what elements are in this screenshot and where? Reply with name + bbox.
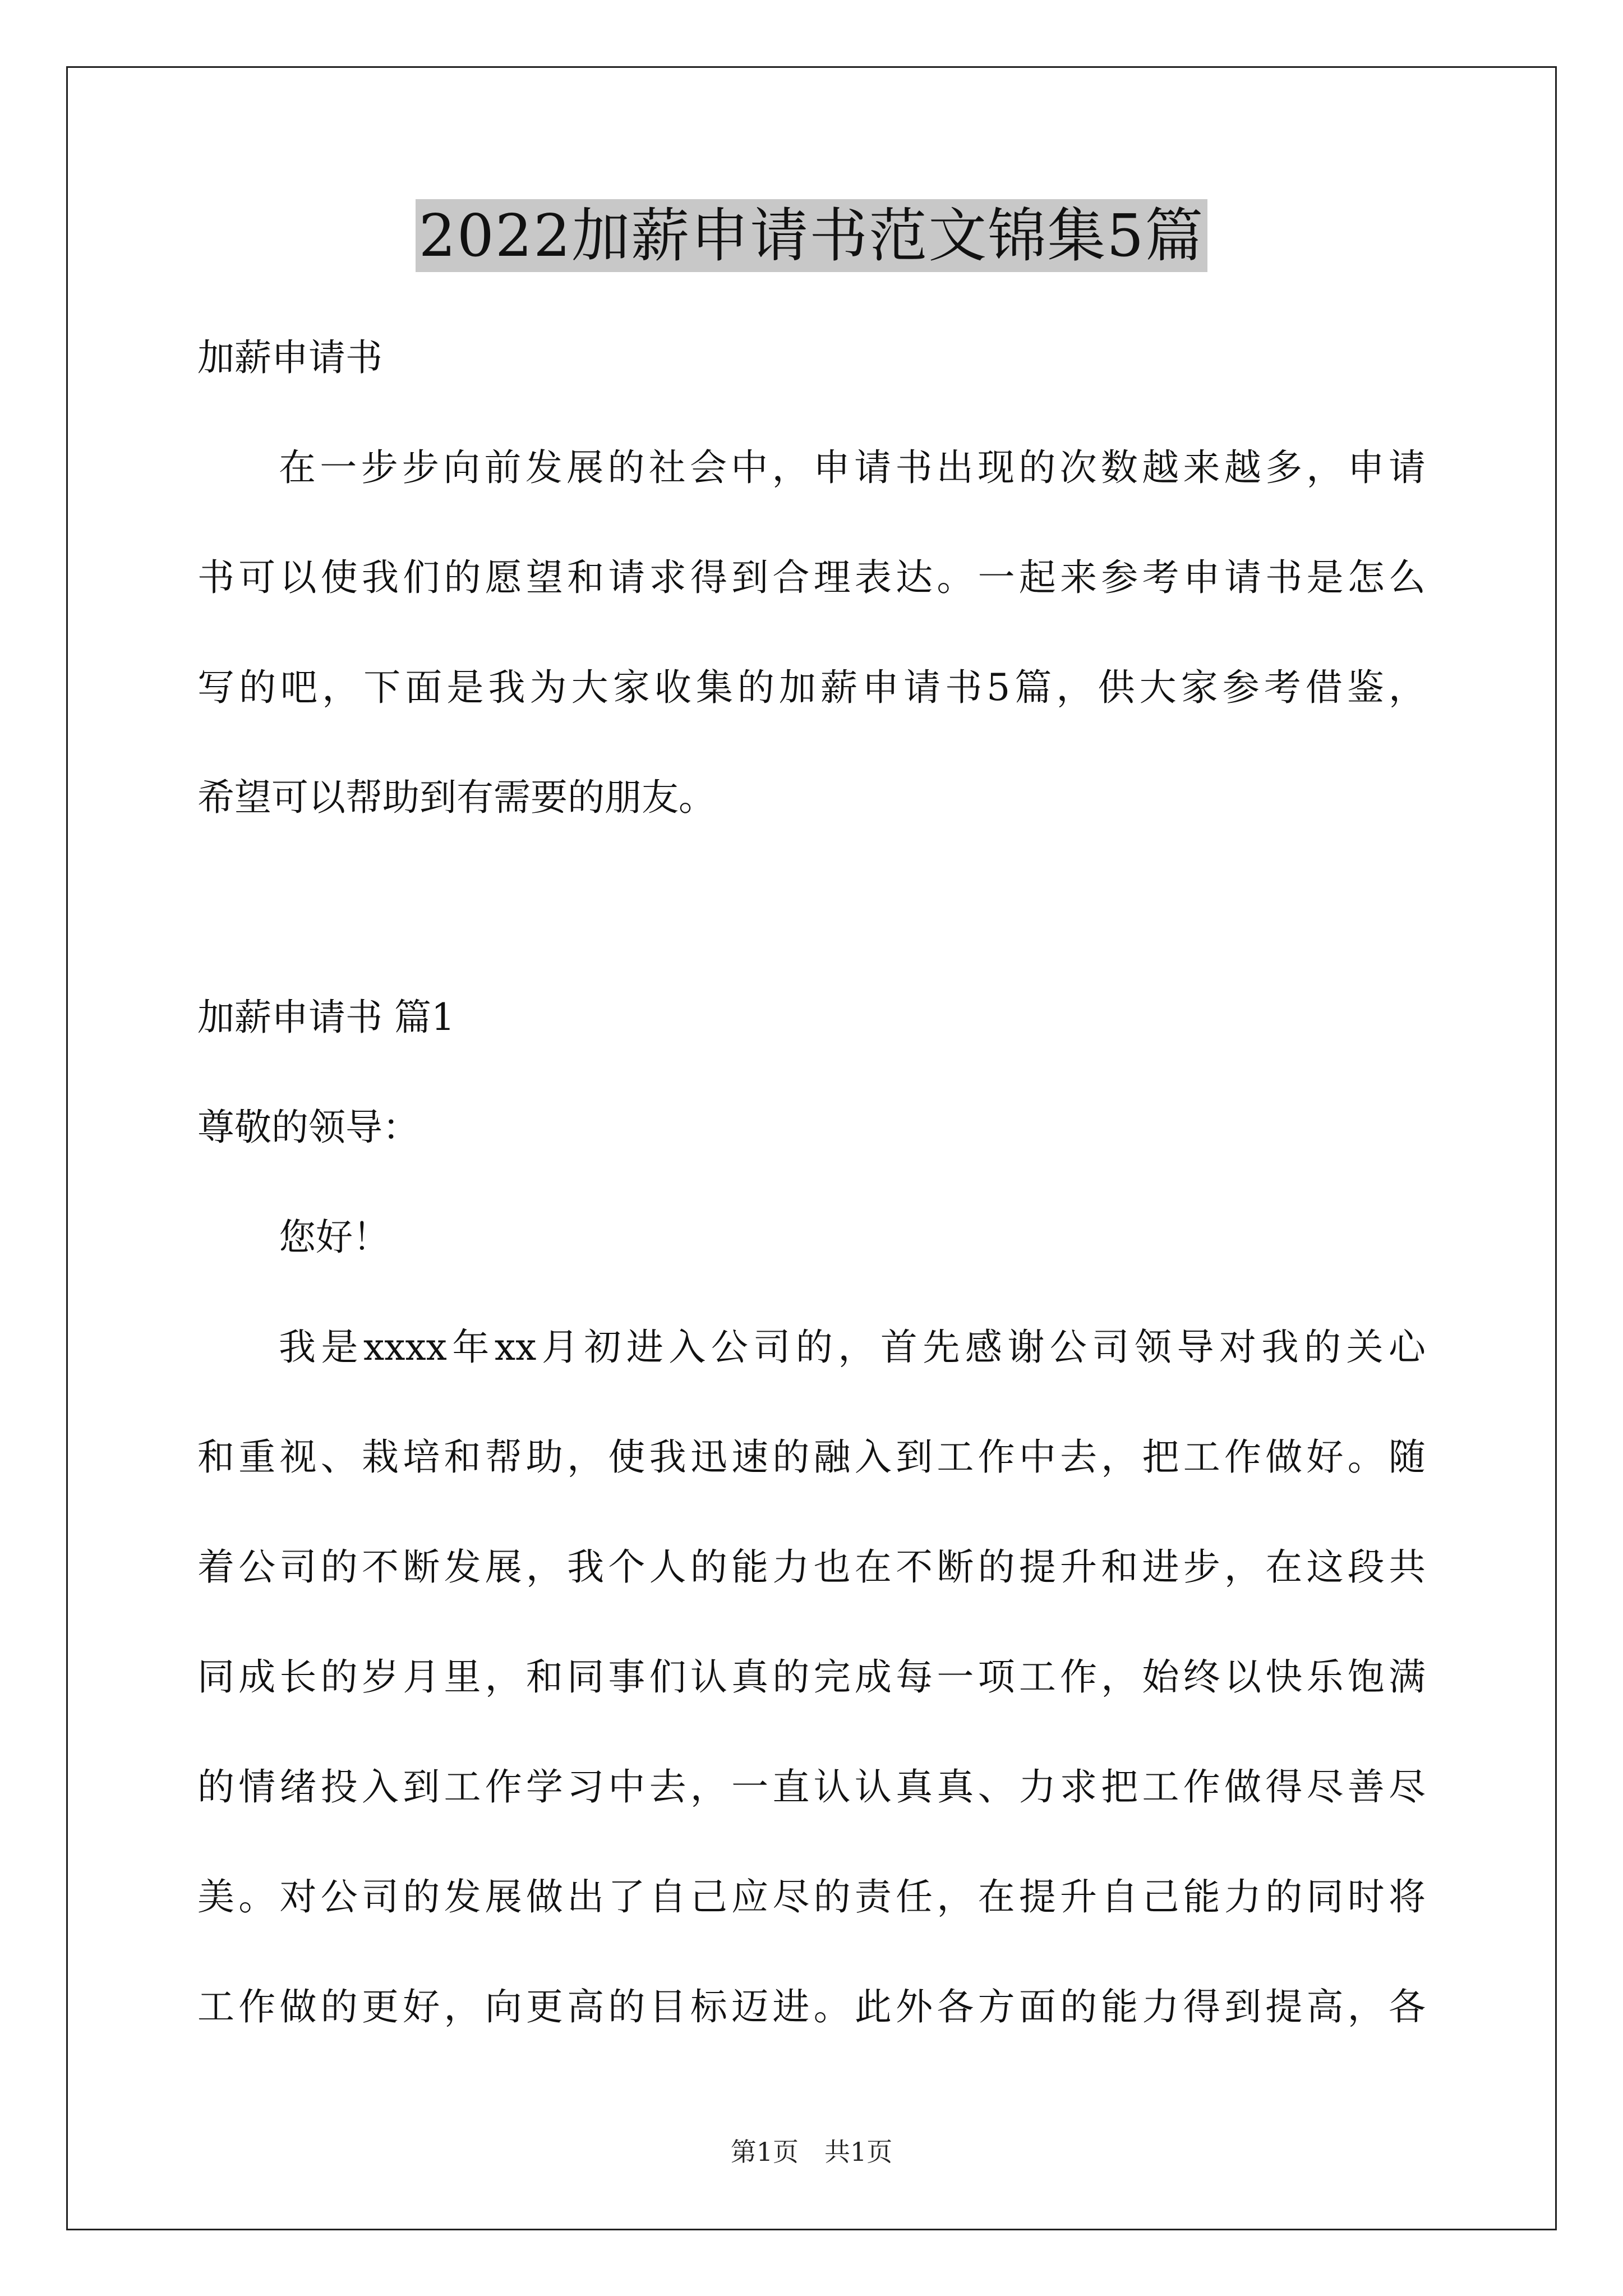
document-title: 2022加薪申请书范文锦集5篇 — [416, 199, 1208, 272]
text-line: 希望可以帮助到有需要的朋友。 — [197, 776, 716, 819]
document-body — [197, 303, 1426, 2062]
text-line: 我是xxxx年xx月初进入公司的，首先感谢公司领导对我的关心 — [279, 1326, 1426, 1369]
text-line: 着公司的不断发展，我个人的能力也在不断的提升和进步，在这段共 — [197, 1545, 1426, 1589]
text-line: 加薪申请书 篇1 — [197, 996, 455, 1039]
text-line: 在一步步向前发展的社会中，申请书出现的次数越来越多，申请 — [279, 446, 1426, 489]
text-line: 工作做的更好，向更高的目标迈进。此外各方面的能力得到提高，各 — [197, 1985, 1426, 2028]
text-line: 加薪申请书 — [197, 336, 382, 379]
text-line: 同成长的岁月里，和同事们认真的完成每一项工作，始终以快乐饱满 — [197, 1655, 1426, 1699]
page-footer: 第1页 共1页 — [730, 2137, 893, 2167]
text-line: 您好！ — [279, 1216, 390, 1259]
text-line: 的情绪投入到工作学习中去，一直认认真真、力求把工作做得尽善尽 — [197, 1765, 1426, 1809]
text-line: 尊敬的领导： — [197, 1106, 419, 1149]
text-line: 写的吧，下面是我为大家收集的加薪申请书5篇，供大家参考借鉴， — [197, 666, 1426, 709]
text-line: 书可以使我们的愿望和请求得到合理表达。一起来参考申请书是怎么 — [197, 556, 1426, 599]
title-container — [0, 199, 1623, 272]
paragraph-gap — [197, 853, 1426, 963]
text-line: 美。对公司的发展做出了自己应尽的责任，在提升自己能力的同时将 — [197, 1875, 1426, 1918]
text-line: 和重视、栽培和帮助，使我迅速的融入到工作中去，把工作做好。随 — [197, 1435, 1426, 1479]
